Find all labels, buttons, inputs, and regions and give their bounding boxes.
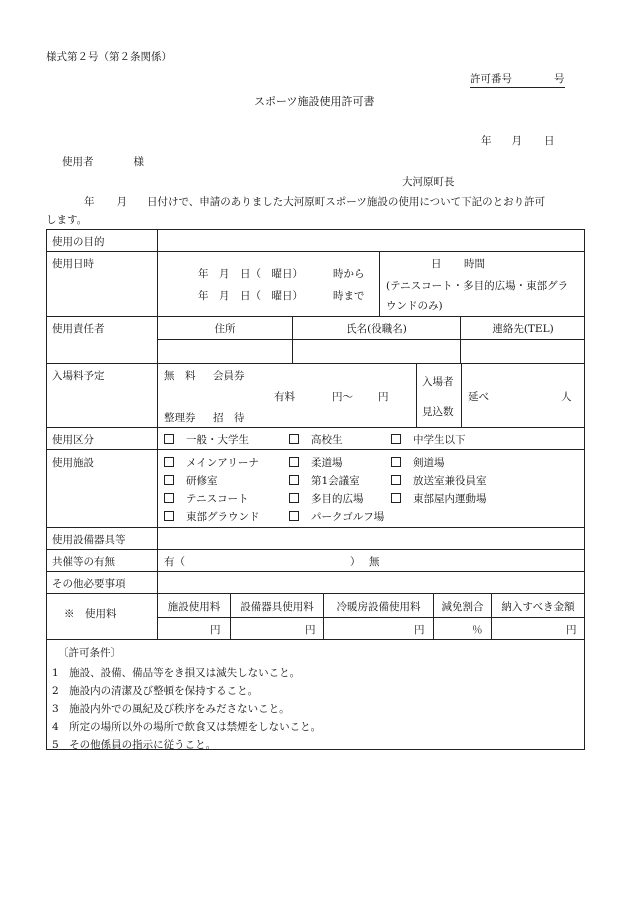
other-field[interactable] [158,572,584,593]
admission-ticket: 整理券 [164,412,196,424]
condition-item: 1 施設、設備、備品等をき損又は滅失しないこと。 [52,667,301,679]
fee-header-reduction: 減免割合 [441,601,484,613]
issuer: 大河原町長 [402,176,455,188]
fee-unit-facility: 円 [210,624,221,636]
visitors-people: 人 [561,391,572,403]
issue-date [481,133,555,148]
condition-item: 5 その他係員の指示に従うこと。 [52,739,217,751]
responsible-label: 使用責任者 [52,323,105,335]
facility-option[interactable]: テニスコート [164,491,249,506]
category-label: 使用区分 [52,434,94,446]
document-title: スポーツ施設使用許可書 [254,95,375,108]
user-honorific: 様 [133,156,144,168]
checkbox-icon[interactable] [391,434,401,444]
checkbox-icon[interactable] [289,493,299,503]
fee-header-total: 納入すべき金額 [501,601,575,613]
permit-number-suffix: 号 [554,73,565,85]
datetime-label: 使用日時 [52,258,94,270]
hours-time: 時間 [464,258,485,270]
cosponsor-close: ） [350,556,361,568]
datetime-start[interactable]: 年 月 日（ 曜日） [198,268,303,280]
checkbox-icon[interactable] [164,511,174,521]
hours-day: 日 [431,258,442,270]
conditions-title: 〔許可条件〕 [58,647,121,659]
checkbox-icon[interactable] [164,475,174,485]
body-year: 年 [84,196,95,208]
facility-option[interactable]: 東部屋内運動場 [391,491,487,506]
checkbox-icon[interactable] [391,493,401,503]
checkbox-icon[interactable] [289,434,299,444]
admission-paid: 有料 [274,391,295,403]
admission-invite: 招 待 [213,412,245,424]
contact-header: 連絡先(TEL) [492,323,554,335]
condition-item: 3 施設内外での風紀及び秩序をみださないこと。 [52,703,290,715]
facility-option[interactable]: メインアリーナ [164,455,259,470]
condition-item: 2 施設内の清潔及び整頓を保持すること。 [52,685,259,697]
facility-option[interactable]: 多目的広場 [289,491,364,506]
facility-option[interactable]: パークゴルフ場 [289,509,384,524]
checkbox-icon[interactable] [164,493,174,503]
hours-note-1: (テニスコート・多目的広場・東部グラ [386,280,569,292]
visitors-label-2: 見込数 [422,406,454,418]
cosponsor-label: 共催等の有無 [52,556,115,568]
facilities-label: 使用施設 [52,457,94,469]
category-option-juniorhigh[interactable]: 中学生以下 [391,432,466,447]
facility-option[interactable]: 剣道場 [391,455,445,470]
body-text-line-2: します。 [46,214,88,226]
facility-option[interactable]: 第1会議室 [289,473,360,488]
checkbox-icon[interactable] [164,457,174,467]
body-text-line-1 [84,194,545,209]
fee-header-aircon: 冷暖房設備使用料 [336,601,421,613]
fee-label: ※ 使用料 [64,608,117,620]
facility-option[interactable]: 東部グラウンド [164,509,260,524]
name-field[interactable] [293,340,460,363]
checkbox-icon[interactable] [289,457,299,467]
issue-date-month: 月 [511,135,522,147]
visitors-label-1: 入場者 [422,376,454,388]
checkbox-icon[interactable] [289,475,299,485]
purpose-field[interactable] [158,230,584,251]
facility-option[interactable]: 研修室 [164,473,218,488]
fee-unit-equipment: 円 [305,624,316,636]
equipment-label: 使用設備器具等 [52,534,126,546]
checkbox-icon[interactable] [164,434,174,444]
fee-header-equipment: 設備器具使用料 [240,601,314,613]
fee-header-facility: 施設使用料 [167,601,221,613]
fee-unit-total: 円 [566,624,577,636]
user-line [62,154,144,169]
form-number: 様式第２号（第２条関係） [46,51,172,63]
hours-note-2: ウンドのみ) [386,300,443,312]
user-label: 使用者 [62,156,94,168]
admission-label: 入場料予定 [52,370,105,382]
facility-option[interactable]: 放送室兼役員室 [391,473,487,488]
admission-free: 無 料 [164,370,196,382]
other-label: その他必要事項 [52,578,126,590]
issue-date-year: 年 [481,135,492,147]
body-text: 日付けで、申請のありました大河原町スポーツ施設の使用について下記のとおり許可 [147,196,546,208]
fee-unit-reduction: ％ [472,624,483,636]
datetime-end[interactable]: 年 月 日（ 曜日） [198,290,303,302]
permit-form-table [46,229,585,750]
fee-unit-aircon: 円 [414,624,425,636]
category-option-highschool[interactable]: 高校生 [289,432,343,447]
permit-number-label: 許可番号 [470,73,512,85]
permit-number [470,71,565,86]
condition-item: 4 所定の場所以外の場所で飲食又は禁煙をしないこと。 [52,721,322,733]
equipment-field[interactable] [158,528,584,549]
checkbox-icon[interactable] [289,511,299,521]
cosponsor-no[interactable]: 無 [369,556,380,568]
datetime-end-suffix: 時まで [333,290,365,302]
address-header: 住所 [214,323,236,335]
admission-yen-from: 円〜 [332,391,353,403]
name-header: 氏名(役職名) [346,323,407,335]
purpose-label: 使用の目的 [52,236,105,248]
checkbox-icon[interactable] [391,475,401,485]
body-month: 月 [116,196,127,208]
admission-yen: 円 [378,391,389,403]
address-field[interactable] [158,340,292,363]
datetime-start-suffix: 時から [333,268,365,280]
facility-option[interactable]: 柔道場 [289,455,343,470]
checkbox-icon[interactable] [391,457,401,467]
category-option-general[interactable]: 一般・大学生 [164,432,249,447]
cosponsor-yes[interactable]: 有（ [164,556,185,568]
contact-field[interactable] [461,340,584,363]
visitors-total: 延べ [468,391,489,403]
issue-date-day: 日 [544,135,555,147]
admission-member: 会員券 [213,370,245,382]
